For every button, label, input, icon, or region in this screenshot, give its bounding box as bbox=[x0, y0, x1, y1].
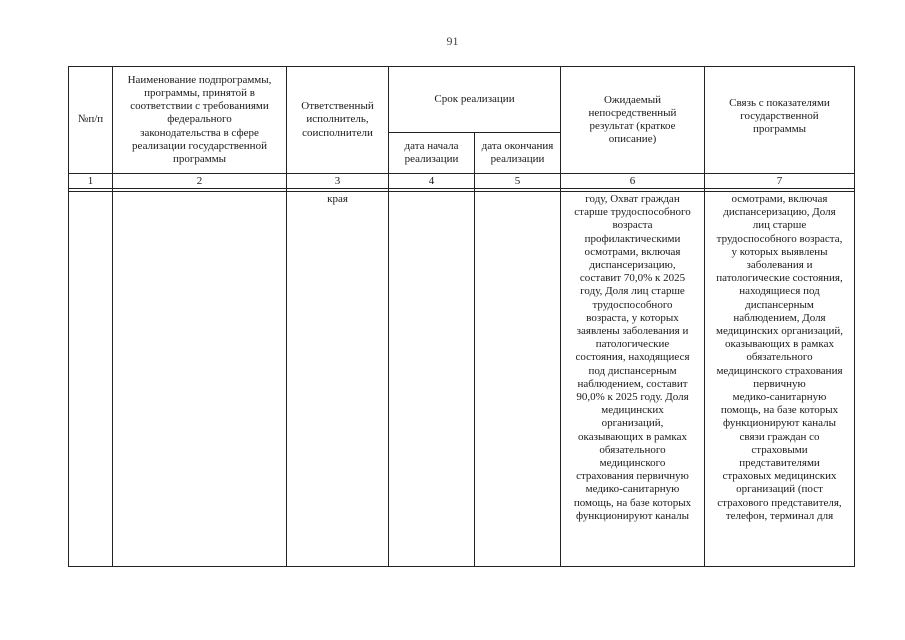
header-executor bbox=[287, 67, 389, 174]
header-row-1 bbox=[69, 67, 855, 133]
row-indicator-link-cell bbox=[705, 192, 855, 567]
header-subprogram-name-text: Наименование подпрограммы, программы, принятой в соответствии с требованиями федерального законодательства в сфере реализации государственной программы bbox=[127, 73, 272, 165]
header-end-date bbox=[475, 132, 561, 173]
program-table bbox=[68, 66, 855, 567]
row-end-date-cell bbox=[475, 192, 561, 567]
header-end-date-text: дата окончания реализации bbox=[481, 139, 554, 165]
header-start-date bbox=[389, 132, 475, 173]
header-indicator-link-text: Связь с показателями государственной программы bbox=[729, 97, 830, 136]
header-expected-result-text: Ожидаемый непосредственный результат (краткое описание) bbox=[588, 93, 677, 146]
row-expected-result-cell bbox=[561, 192, 705, 567]
header-period bbox=[389, 67, 561, 133]
column-number: 5 bbox=[475, 174, 561, 189]
row-indicator-link-text: осмотрами, включая диспансеризацию, Доля лиц старше трудоспособного возраста, у которых выявлены заболевания и патологические состояния, находящиеся под диспансерным наблюдением, Доля медицинских организаций, оказывающих в рамках обязательного медицинского страхования первичную медико-санитарную помощь, на базе которых функционируют каналы связи граждан со страховыми представителями страховых медицинских организаций (пост страхового представителя, телефон, терминал для bbox=[715, 193, 843, 522]
column-number: 4 bbox=[389, 174, 475, 189]
column-number: 3 bbox=[287, 174, 389, 189]
column-number: 1 bbox=[69, 174, 113, 189]
row-expected-result-text: году, Охват граждан старше трудоспособного возраста профилактическими осмотрами, включая диспансеризацию, составит 70,0% к 2025 году, Доля лиц старше трудоспособного возраста, у которых заявлены заболевания и патологические состояния, находящиеся под диспансерным наблюдением, составит 90,0% к 2025 году. Доля медицинских организаций, оказывающих в рамках обязательного медицинского страхования первичную медико-санитарную помощь, на базе которых функционируют каналы bbox=[573, 193, 692, 522]
header-start-date-text: дата начала реализации bbox=[404, 139, 459, 165]
header-expected-result bbox=[561, 67, 705, 174]
column-number: 2 bbox=[113, 174, 287, 189]
column-number-row bbox=[69, 174, 855, 189]
table-row bbox=[69, 192, 855, 567]
header-subprogram-name bbox=[113, 67, 287, 174]
header-period-text: Срок реализации bbox=[434, 92, 515, 105]
row-number-cell bbox=[69, 192, 113, 567]
row-start-date-cell bbox=[389, 192, 475, 567]
header-number-text: №п/п bbox=[77, 113, 104, 126]
column-number: 7 bbox=[705, 174, 855, 189]
page-number: 91 bbox=[446, 34, 459, 48]
header-executor-text: Ответственный исполнитель, соисполнители bbox=[301, 100, 374, 139]
column-number: 6 bbox=[561, 174, 705, 189]
header-indicator-link bbox=[705, 67, 855, 174]
header-number bbox=[69, 67, 113, 174]
row-executor-cell bbox=[287, 192, 389, 567]
row-executor-text: края bbox=[327, 193, 348, 205]
row-subprogram-cell bbox=[113, 192, 287, 567]
